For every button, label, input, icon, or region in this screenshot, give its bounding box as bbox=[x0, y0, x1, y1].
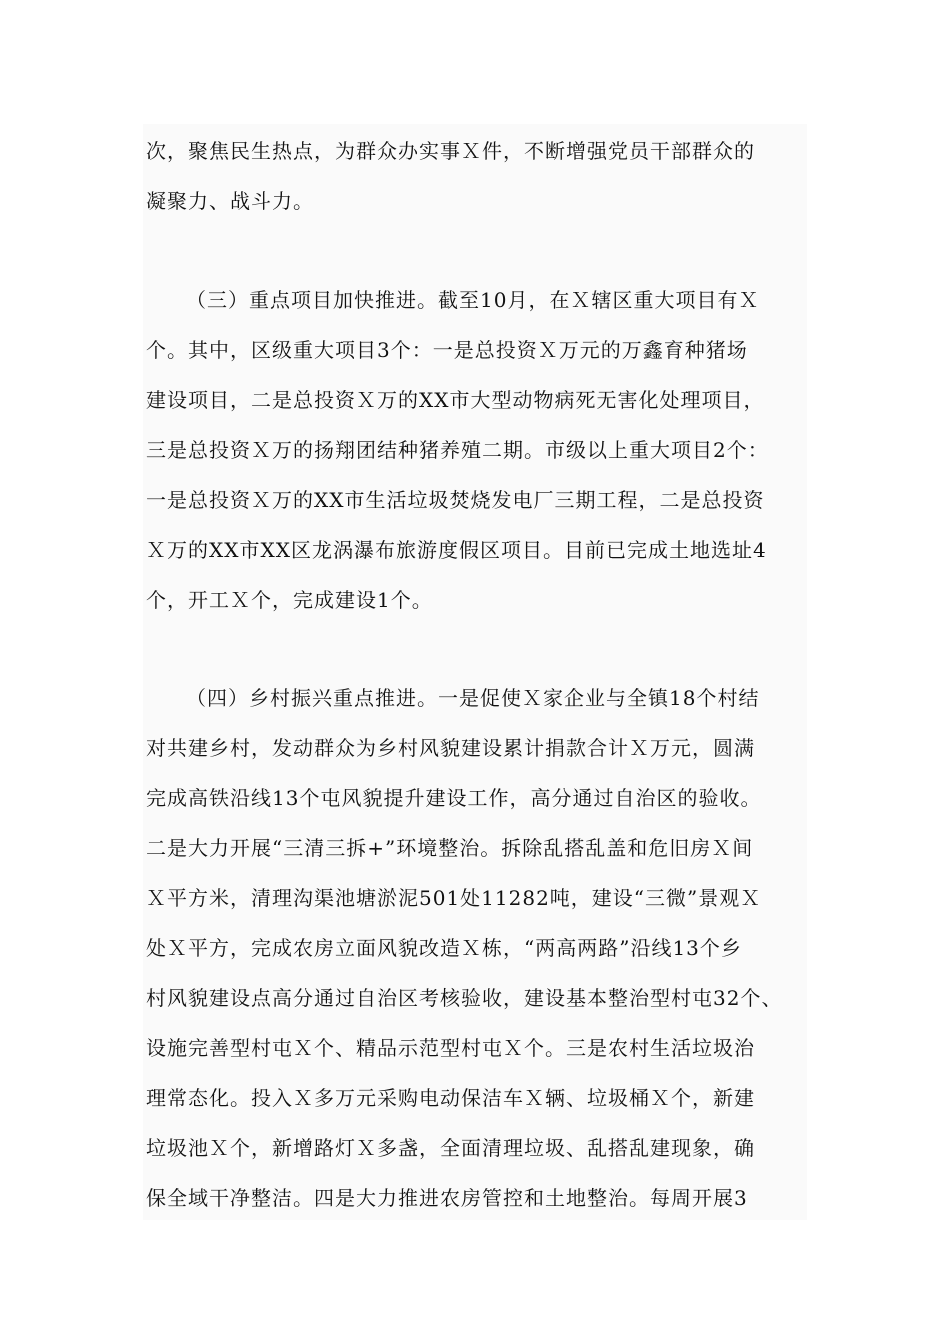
paragraph-2-line-5: 一是总投资Ｘ万的XX市生活垃圾焚烧发电厂三期工程，二是总投资 bbox=[146, 488, 765, 512]
paragraph-3-line-6: 处Ｘ平方，完成农房立面风貌改造Ｘ栋，“两高两路”沿线13个乡 bbox=[146, 936, 742, 960]
paragraph-1-line-2: 凝聚力、战斗力。 bbox=[146, 189, 314, 213]
paragraph-3-line-8: 设施完善型村屯Ｘ个、精品示范型村屯Ｘ个。三是农村生活垃圾治 bbox=[146, 1036, 755, 1060]
paragraph-3-line-5: Ｘ平方米，清理沟渠池塘淤泥501处11282吨，建设“三微”景观Ｘ bbox=[146, 886, 762, 910]
paragraph-2-line-6: Ｘ万的XX市XX区龙涡瀑布旅游度假区项目。目前已完成土地选址4 bbox=[146, 538, 767, 562]
paragraph-2-line-7: 个，开工Ｘ个，完成建设1个。 bbox=[146, 588, 433, 612]
paragraph-3-line-9: 理常态化。投入Ｘ多万元采购电动保洁车Ｘ辆、垃圾桶Ｘ个，新建 bbox=[146, 1086, 755, 1110]
paragraph-3-line-3: 完成高铁沿线13个屯风貌提升建设工作，高分通过自治区的验收。 bbox=[146, 786, 762, 810]
paragraph-3-line-11: 保全域干净整洁。四是大力推进农房管控和土地整治。每周开展3 bbox=[146, 1186, 748, 1210]
paragraph-3-line-4: 二是大力开展“三清三拆+”环境整治。拆除乱搭乱盖和危旧房Ｘ间 bbox=[146, 836, 754, 860]
paragraph-2-line-2: 个。其中，区级重大项目3个：一是总投资Ｘ万元的万鑫育种猪场 bbox=[146, 338, 748, 362]
paragraph-3-line-2: 对共建乡村，发动群众为乡村风貌建设累计捐款合计Ｘ万元，圆满 bbox=[146, 736, 755, 760]
paragraph-3-line-10: 垃圾池Ｘ个，新增路灯Ｘ多盏，全面清理垃圾、乱搭乱建现象，确 bbox=[146, 1136, 755, 1160]
paragraph-2-line-3: 建设项目，二是总投资Ｘ万的XX市大型动物病死无害化处理项目， bbox=[146, 388, 765, 412]
paragraph-2-line-4: 三是总投资Ｘ万的扬翔团结种猪养殖二期。市级以上重大项目2个： bbox=[146, 438, 769, 462]
paragraph-3-line-7: 村风貌建设点高分通过自治区考核验收，建设基本整治型村屯32个、 bbox=[146, 986, 783, 1010]
paragraph-2-line-1: （三）重点项目加快推进。截至10月，在Ｘ辖区重大项目有Ｘ bbox=[186, 288, 760, 312]
paragraph-3-line-1: （四）乡村振兴重点推进。一是促使Ｘ家企业与全镇18个村结 bbox=[186, 686, 760, 710]
paragraph-1-line-1: 次，聚焦民生热点，为群众办实事Ｘ件，不断增强党员干部群众的 bbox=[146, 139, 755, 163]
